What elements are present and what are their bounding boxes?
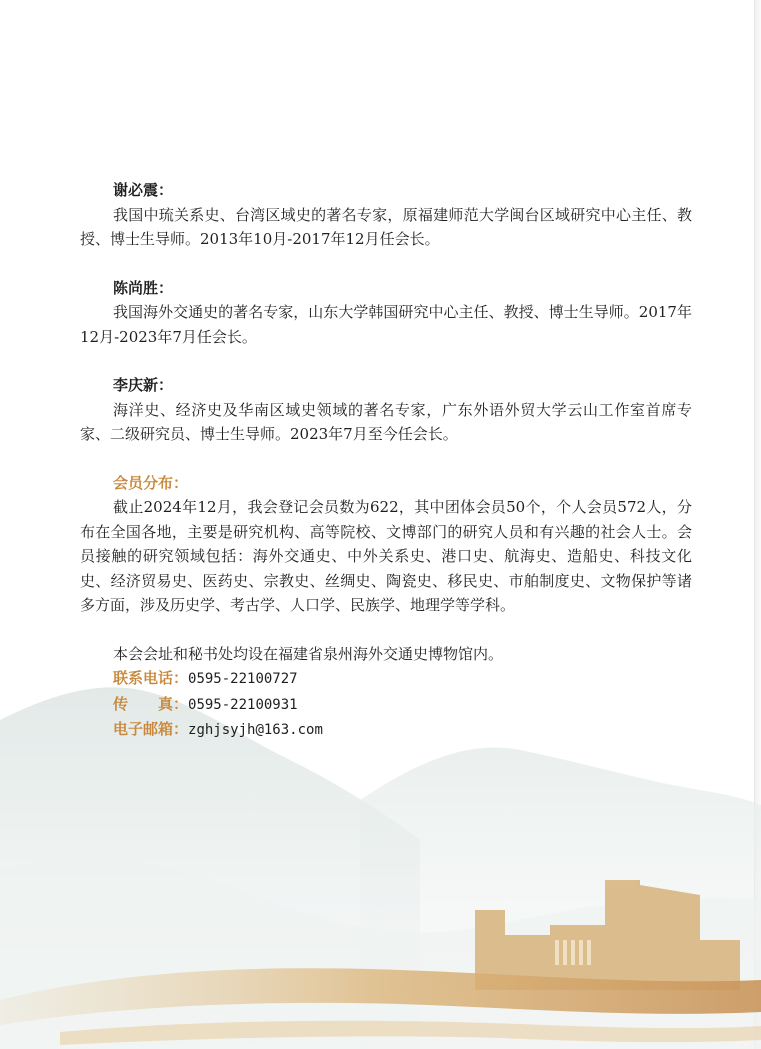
membership-text: 截止2024年12月，我会登记会员数为622，其中团体会员50个，个人会员572人，分布在全国各地，主要是研究机构、高等院校、文博部门的研究人员和有兴趣的社会人士。会员接触的研究领域包括：海外交通史、中外关系史、港口史、航海史、造船史、科技文化史、经济贸易史、医药史、宗教史、丝绸史、陶瓷史、移民史、市舶制度史、文物保护等诸多方面，涉及历史学、考古学、人口学、民族学、地理学等学科。 [80,498,692,614]
phone-line [80,666,692,692]
leader-name: 谢必震： [113,181,174,199]
phone-number: 0595-22100727 [188,671,298,687]
email-address: zghjsyjh@163.com [188,722,323,738]
fax-number: 0595-22100931 [188,696,298,713]
leader-name: 陈尚胜： [113,278,174,297]
article-content [80,178,692,743]
leader-description: 海洋史、经济史及华南区域史领域的著名专家，广东外语外贸大学云山工作室首席专家、二级研究员、博士生导师。2023年7月至今任会长。 [80,400,692,443]
membership-section [80,471,692,618]
fax-label: 传 真： [113,694,189,713]
fax-line [80,692,692,718]
contact-section [80,642,692,743]
leader-description: 我国中琉关系史、台湾区域史的著名专家，原福建师范大学闽台区域研究中心主任、教授、博士生导师。2013年10月-2017年12月任会长。 [80,205,692,248]
leader-bio [80,178,692,252]
leader-bio [80,276,692,350]
address-text: 本会会址和秘书处均设在福建省泉州海外交通史博物馆内。 [113,644,504,663]
leader-bio [80,373,692,447]
email-label: 电子邮箱： [113,720,189,738]
leader-name: 李庆新： [113,376,174,394]
email-line [80,717,692,743]
phone-label: 联系电话： [113,669,189,687]
membership-heading: 会员分布： [113,473,189,492]
leader-description: 我国海外交通史的著名专家，山东大学韩国研究中心主任、教授、博士生导师。2017年12月-2023年7月任会长。 [80,303,692,346]
